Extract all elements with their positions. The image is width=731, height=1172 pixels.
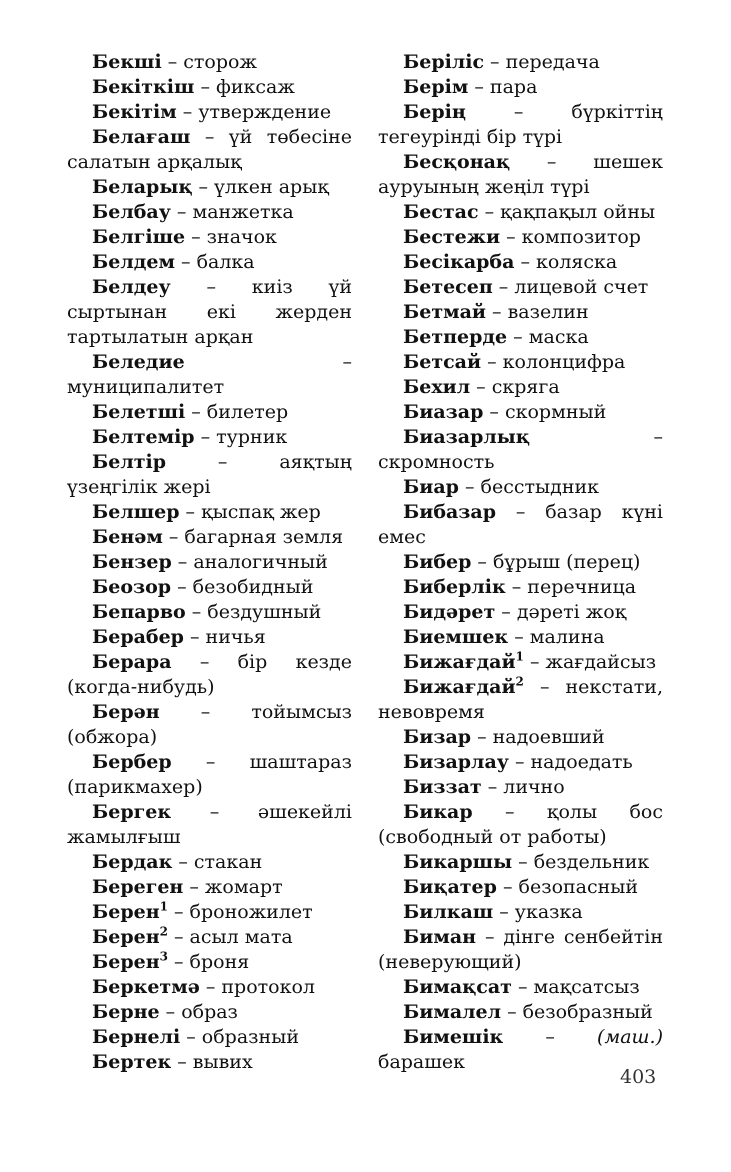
entry-headword: Бибазар	[403, 501, 497, 523]
entry-definition: – асыл мата	[167, 926, 293, 948]
entry-headword: Бердак	[92, 851, 173, 873]
entry-definition: – малина	[508, 626, 605, 648]
entry-definition: – маска	[507, 326, 589, 348]
dictionary-entry	[67, 1000, 352, 1025]
dictionary-entry	[67, 950, 352, 975]
entry-headword: Билкаш	[403, 901, 494, 923]
entry-headword: Берен	[92, 926, 160, 948]
homonym-number: 2	[515, 674, 524, 689]
homonym-number: 1	[515, 649, 524, 664]
entry-definition: – жағдайсыз	[523, 651, 657, 673]
entry-definition: – коляска	[514, 251, 618, 273]
entry-definition: – тойымсыз (обжора)	[67, 701, 352, 748]
entry-headword: Белбау	[92, 201, 171, 223]
dictionary-entry	[378, 100, 663, 150]
dictionary-entry	[67, 1050, 352, 1075]
dictionary-entry	[378, 750, 663, 775]
entry-label: (маш.)	[597, 1026, 663, 1048]
entry-definition: – протокол	[199, 976, 315, 998]
dictionary-entry	[67, 1025, 352, 1050]
entry-definition: – турник	[194, 426, 288, 448]
entry-definition: – броня	[167, 951, 250, 973]
entry-headword: Берім	[403, 76, 469, 98]
entry-definition: – образ	[159, 1001, 238, 1023]
dictionary-entry	[378, 250, 663, 275]
entry-definition: – жомарт	[183, 876, 283, 898]
entry-definition: – шешек ауруының жеңіл түрі	[378, 151, 663, 198]
dictionary-entry	[67, 450, 352, 500]
entry-definition: – дәреті жоқ	[495, 601, 627, 623]
dictionary-entry	[378, 275, 663, 300]
entry-headword: Беледие	[92, 351, 185, 373]
entry-definition: – бүркіттің тегеуріндi бір түрі	[378, 101, 663, 148]
dictionary-entry	[67, 400, 352, 425]
entry-definition: – әшекейлі жамылғыш	[67, 801, 352, 848]
entry-headword: Бетперде	[403, 326, 508, 348]
entry-definition: – лично	[481, 776, 565, 798]
dictionary-entry	[67, 525, 352, 550]
entry-dash: –	[503, 1026, 598, 1048]
dictionary-entry	[67, 250, 352, 275]
dictionary-entry	[67, 750, 352, 800]
dictionary-entry	[67, 100, 352, 125]
entry-headword: Береген	[92, 876, 184, 898]
dictionary-entry	[378, 875, 663, 900]
entry-definition: – композитор	[500, 226, 641, 248]
dictionary-entry	[378, 900, 663, 925]
dictionary-entry	[378, 75, 663, 100]
entry-definition: – муниципалитет	[67, 351, 352, 398]
dictionary-entry	[378, 350, 663, 375]
entry-definition: – значок	[185, 226, 277, 248]
dictionary-entry	[378, 550, 663, 575]
dictionary-entry	[67, 275, 352, 350]
dictionary-entry	[378, 600, 663, 625]
entry-headword: Берен	[92, 951, 160, 973]
entry-headword: Бестежи	[403, 226, 501, 248]
entry-definition: – аяқтың үзеңгілік жері	[67, 451, 352, 498]
entry-headword: Беларық	[92, 176, 193, 198]
entry-headword: Бертек	[92, 1051, 172, 1073]
entry-headword: Беріліс	[403, 51, 485, 73]
dictionary-entry	[378, 675, 663, 725]
entry-headword: Бизарлау	[403, 751, 509, 773]
entry-definition: – багарная земля	[162, 526, 344, 548]
entry-headword: Берара	[92, 651, 172, 673]
entry-definition: – қолы бос (свободный от работы)	[378, 801, 663, 848]
entry-definition: – перечница	[505, 576, 637, 598]
entry-headword: Бимақсат	[403, 976, 512, 998]
entry-headword: Бикар	[403, 801, 473, 823]
entry-headword: Биазарлық	[403, 426, 530, 448]
entry-definition: – сторож	[161, 51, 257, 73]
entry-definition: – бездельник	[512, 851, 650, 873]
entry-headword: Бергек	[92, 801, 172, 823]
dictionary-entry	[378, 475, 663, 500]
entry-headword: Белшер	[92, 501, 180, 523]
dictionary-entry	[378, 200, 663, 225]
entry-definition: – вывих	[171, 1051, 253, 1073]
entry-definition: – базар күні емес	[378, 501, 663, 548]
entry-definition: – скромность	[378, 426, 663, 473]
entry-headword: Биазар	[403, 401, 484, 423]
entry-definition: – надоевший	[471, 726, 605, 748]
dictionary-entry	[67, 800, 352, 850]
entry-definition: – бір кезде (когда-нибудь)	[67, 651, 352, 698]
entry-headword: Белдеу	[92, 276, 171, 298]
entry-definition: – лицевой счет	[492, 276, 649, 298]
dictionary-entry	[378, 400, 663, 425]
entry-definition: – үлкен арық	[192, 176, 329, 198]
entry-headword: Биман	[403, 926, 477, 948]
entry-headword: Берне	[92, 1001, 160, 1023]
entry-headword: Белетші	[92, 401, 186, 423]
entry-headword: Бималел	[403, 1001, 502, 1023]
homonym-number: 2	[159, 924, 168, 939]
entry-definition: – броножилет	[167, 901, 313, 923]
entry-headword: Берән	[92, 701, 160, 723]
entry-definition: – билетер	[185, 401, 289, 423]
entry-headword: Белгіше	[92, 226, 186, 248]
entry-headword: Бекіткіш	[92, 76, 195, 98]
dictionary-entry	[378, 150, 663, 200]
entry-headword: Бижағдай	[403, 651, 516, 673]
entry-definition: – фиксаж	[194, 76, 295, 98]
dictionary-entry	[378, 325, 663, 350]
entry-headword: Бербер	[92, 751, 172, 773]
entry-definition: – некстати, невовремя	[378, 676, 663, 723]
dictionary-entry	[378, 500, 663, 550]
dictionary-entry	[67, 425, 352, 450]
entry-definition: – манжетка	[170, 201, 294, 223]
entry-headword: Бизар	[403, 726, 472, 748]
entry-headword: Бетмай	[403, 301, 487, 323]
entry-headword: Биар	[403, 476, 459, 498]
dictionary-entry	[67, 75, 352, 100]
dictionary-entry	[378, 925, 663, 975]
entry-headword: Белағаш	[92, 126, 191, 148]
entry-headword: Бекітім	[92, 101, 177, 123]
dictionary-entry	[67, 850, 352, 875]
dictionary-entry	[67, 575, 352, 600]
entry-headword: Бесікарба	[403, 251, 515, 273]
dictionary-entry	[67, 200, 352, 225]
dictionary-entry	[378, 850, 663, 875]
entry-definition: – киіз үй сыртынан екі жерден тартылатын арқан	[67, 276, 352, 348]
entry-definition: – шаштараз (парикмахер)	[67, 751, 352, 798]
entry-definition: – аналогичный	[171, 551, 328, 573]
entry-definition: – надоедать	[508, 751, 633, 773]
entry-definition: – колонцифра	[481, 351, 626, 373]
dictionary-entry	[67, 625, 352, 650]
right-column	[378, 50, 663, 1075]
entry-definition: – ничья	[183, 626, 266, 648]
entry-definition: – скормный	[483, 401, 607, 423]
dictionary-entry	[67, 925, 352, 950]
entry-headword: Бетсай	[403, 351, 482, 373]
page-number: 403	[620, 1066, 657, 1088]
dictionary-entry	[378, 650, 663, 675]
entry-headword: Биемшек	[403, 626, 509, 648]
entry-definition: – мақсатсыз	[511, 976, 640, 998]
entry-definition: – стакан	[172, 851, 263, 873]
homonym-number: 1	[159, 899, 168, 914]
dictionary-entry	[378, 50, 663, 75]
left-column	[67, 50, 352, 1075]
dictionary-entry	[378, 625, 663, 650]
entry-headword: Биқатер	[403, 876, 497, 898]
dictionary-entry	[67, 900, 352, 925]
entry-headword: Бенәм	[92, 526, 163, 548]
dictionary-entry	[67, 50, 352, 75]
entry-headword: Бесқонақ	[403, 151, 511, 173]
dictionary-entry	[67, 875, 352, 900]
dictionary-entry	[378, 725, 663, 750]
entry-definition: – үй төбесіне салатын арқалық	[67, 126, 352, 173]
entry-headword: Бепарво	[92, 601, 186, 623]
dictionary-entry	[378, 800, 663, 850]
dictionary-entry	[378, 1000, 663, 1025]
dictionary-entry	[67, 550, 352, 575]
entry-headword: Берің	[403, 101, 466, 123]
entry-definition: – передача	[484, 51, 600, 73]
entry-headword: Берабер	[92, 626, 184, 648]
dictionary-entry	[378, 975, 663, 1000]
entry-headword: Беозор	[92, 576, 172, 598]
homonym-number: 3	[159, 949, 168, 964]
entry-definition: – пара	[468, 76, 538, 98]
dictionary-entry	[378, 300, 663, 325]
entry-headword: Бензер	[92, 551, 172, 573]
entry-definition: – безобразный	[501, 1001, 653, 1023]
dictionary-entry	[378, 425, 663, 475]
entry-headword: Бимешік	[403, 1026, 504, 1048]
entry-definition: – қыспақ жер	[179, 501, 321, 523]
entry-headword: Белтемір	[92, 426, 195, 448]
dictionary-entry	[67, 700, 352, 750]
entry-definition: – утверждение	[176, 101, 332, 123]
entry-definition: – указка	[493, 901, 583, 923]
dictionary-entry	[67, 500, 352, 525]
dictionary-entry	[67, 350, 352, 400]
entry-definition: – скряга	[470, 376, 560, 398]
entry-headword: Бекші	[92, 51, 162, 73]
entry-headword: Бикаршы	[403, 851, 513, 873]
entry-headword: Биберлік	[403, 576, 506, 598]
entry-definition: – балка	[174, 251, 255, 273]
entry-headword: Бехил	[403, 376, 471, 398]
dictionary-entry	[378, 225, 663, 250]
entry-headword: Беркетмә	[92, 976, 200, 998]
entry-headword: Белдем	[92, 251, 175, 273]
entry-definition: – бұрыш (перец)	[471, 551, 641, 573]
dictionary-entry	[378, 575, 663, 600]
entry-definition: – образный	[180, 1026, 299, 1048]
entry-headword: Берен	[92, 901, 160, 923]
entry-headword: Бетесеп	[403, 276, 493, 298]
entry-definition: – бесстыдник	[458, 476, 600, 498]
entry-headword: Белтір	[92, 451, 166, 473]
dictionary-entry	[67, 175, 352, 200]
dictionary-entry	[67, 600, 352, 625]
dictionary-entry	[378, 375, 663, 400]
entry-definition: – вазелин	[486, 301, 589, 323]
entry-definition: – қақпақыл ойны	[478, 201, 656, 223]
entry-headword: Бидәрет	[403, 601, 496, 623]
dictionary-entry	[67, 975, 352, 1000]
entry-headword: Биззат	[403, 776, 482, 798]
entry-headword: Бестас	[403, 201, 479, 223]
dictionary-entry	[378, 775, 663, 800]
dictionary-entry	[67, 650, 352, 700]
dictionary-entry	[67, 225, 352, 250]
entry-definition: барашек	[378, 1051, 466, 1073]
entry-definition: – безобидный	[171, 576, 314, 598]
entry-headword: Бернелі	[92, 1026, 181, 1048]
dictionary-entry	[67, 125, 352, 175]
entry-headword: Бибер	[403, 551, 472, 573]
entry-definition: – бездушный	[185, 601, 322, 623]
entry-headword: Бижағдай	[403, 676, 516, 698]
entry-definition: – безопасный	[496, 876, 639, 898]
entry-definition: – дінге сенбейтін (неверующий)	[378, 926, 663, 973]
